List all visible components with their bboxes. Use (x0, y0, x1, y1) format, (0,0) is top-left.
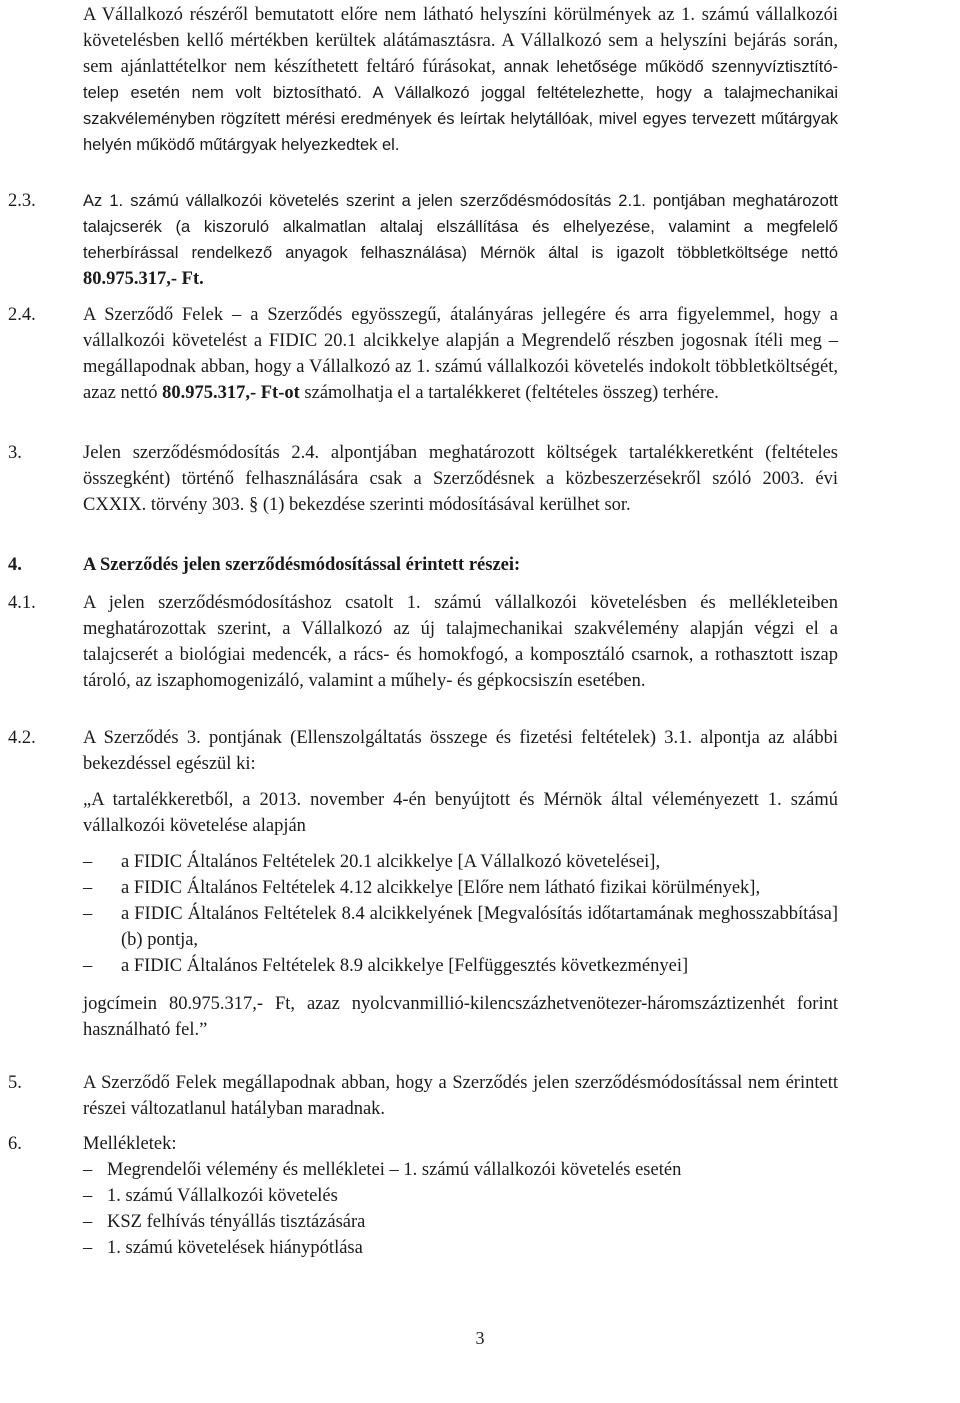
section-number: 6. (8, 1134, 22, 1154)
quote-intro: „A tartalékkeretből, a 2013. november 4-én benyújtott és Mérnök által véleményezett 1. számú vállalkozói követelése alapján (83, 790, 838, 836)
list-item: – a FIDIC Általános Feltételek 20.1 alcikkelye [A Vállalkozó követelései], (83, 849, 838, 875)
section-number: 5. (8, 1073, 22, 1093)
section-heading: Mellékletek: (83, 1134, 177, 1154)
section-text: Az 1. számú vállalkozói követelés szerint a jelen szerződésmódosítás 2.1. pontjában meghatározott talajcserék (a kiszoruló alkalmatlan altalaj elszállítása és elhelyezése, valamint a megfelelő teherbírással rendelkező anyagok felhasználása) Mérnök által is igazolt többletköltsége nettó 80.975.317,- Ft. (83, 192, 838, 289)
dash-bullet: – (83, 904, 93, 924)
section-number: 4. (8, 555, 22, 575)
attachments-list (83, 1157, 838, 1261)
dash-bullet: – (83, 878, 93, 898)
section-text: A Szerződő Felek – a Szerződés egyösszegű, átalányáras jellegére és arra figyelemmel, hogy a vállalkozói követelést a FIDIC 20.1 alcikkelye alapján a Megrendelő részben jogosnak ítéli meg – megállapodnak abban, hogy a Vállalkozó az 1. számú vállalkozói követelés indokolt többletköltségét, azaz nettó 80.975.317,- Ft-ot számolhatja el a tartalékkeret (feltételes összeg) terhére. (83, 305, 838, 403)
dash-bullet: – (83, 1212, 93, 1232)
list-item: – 1. számú Vállalkozói követelés (83, 1183, 838, 1209)
section-number: 4.2. (8, 728, 36, 748)
dash-bullet: – (83, 1186, 93, 1206)
dash-bullet: – (83, 1238, 93, 1258)
section-heading: A Szerződés jelen szerződésmódosítással érintett részei: (83, 555, 521, 575)
list-item: – a FIDIC Általános Feltételek 4.12 alcikkelye [Előre nem látható fizikai körülmények], (83, 875, 838, 901)
section-number: 2.3. (8, 191, 36, 211)
list-item: – Megrendelői vélemény és mellékletei – 1. számú vállalkozói követelés esetén (83, 1157, 838, 1183)
amount-highlight: 80.975.317,- Ft. (83, 269, 204, 289)
section-number: 4.1. (8, 593, 36, 613)
section-number: 2.4. (8, 305, 36, 325)
section-text: Jelen szerződésmódosítás 2.4. alpontjában meghatározott költségek tartalékkeretként (feltételes összegként) történő felhasználására csak a Szerződésnek a közbeszerzésekről szóló 2003. évi CXXIX. törvény 303. § (1) bekezdése szerinti módosításával kerülhet sor. (83, 443, 838, 515)
quote-end: jogcímein 80.975.317,- Ft, azaz nyolcvanmillió-kilencszázhetvenötezer-háromszáztizenhét forint használható fel.” (83, 994, 838, 1040)
page-number: 3 (475, 1328, 485, 1348)
dash-bullet: – (83, 852, 93, 872)
list-item: – KSZ felhívás tényállás tisztázására (83, 1209, 838, 1235)
section-text: A Szerződés 3. pontjának (Ellenszolgáltatás összege és fizetési feltételek) 3.1. alpontja az alábbi bekezdéssel egészül ki: (83, 728, 838, 774)
fidic-list (83, 849, 838, 979)
section-number: 3. (8, 443, 22, 463)
intro-text: A Vállalkozó részéről bemutatott előre nem látható helyszíni körülmények az 1. számú vállalkozói követelésben kellő mértékben kerültek alátámasztásra. A Vállalkozó sem a helyszíni bejárás során, sem ajánlattételkor nem készíthetett feltáró fúrásokat, annak lehetősége működő szennyvíztisztító-telep esetén nem volt biztosítható. A Vállalkozó joggal feltételezhette, hogy a talajmechanikai szakvéleményben rögzített mérési eredmények és leírtak helytállóak, mivel egyes tervezett műtárgyak helyén működő műtárgyak helyezkedtek el. (83, 5, 839, 154)
section-text: A jelen szerződésmódosításhoz csatolt 1. számú vállalkozói követelésben és mellékleteiben meghatározottak szerint, a Vállalkozó az új talajmechanikai szakvélemény alapján végzi el a talajcserét a biológiai medencék, a rács- és homokfogó, a komposztáló csarnok, a rothasztott iszap tároló, az iszaphomogenizáló, valamint a műhely- és gépkocsiszín esetében. (83, 593, 838, 691)
section-text: A Szerződő Felek megállapodnak abban, hogy a Szerződés jelen szerződésmódosítással nem érintett részei változatlanul hatályban maradnak. (83, 1073, 838, 1119)
dash-bullet: – (83, 956, 93, 976)
list-item: – a FIDIC Általános Feltételek 8.9 alcikkelye [Felfüggesztés következményei] (83, 953, 838, 979)
list-item: – a FIDIC Általános Feltételek 8.4 alcikkelyének [Megvalósítás időtartamának meghosszabbítása] (b) pontja, (83, 901, 838, 953)
list-item: – 1. számú követelések hiánypótlása (83, 1235, 838, 1261)
amount-highlight: 80.975.317,- Ft-ot (162, 383, 300, 403)
dash-bullet: – (83, 1160, 93, 1180)
